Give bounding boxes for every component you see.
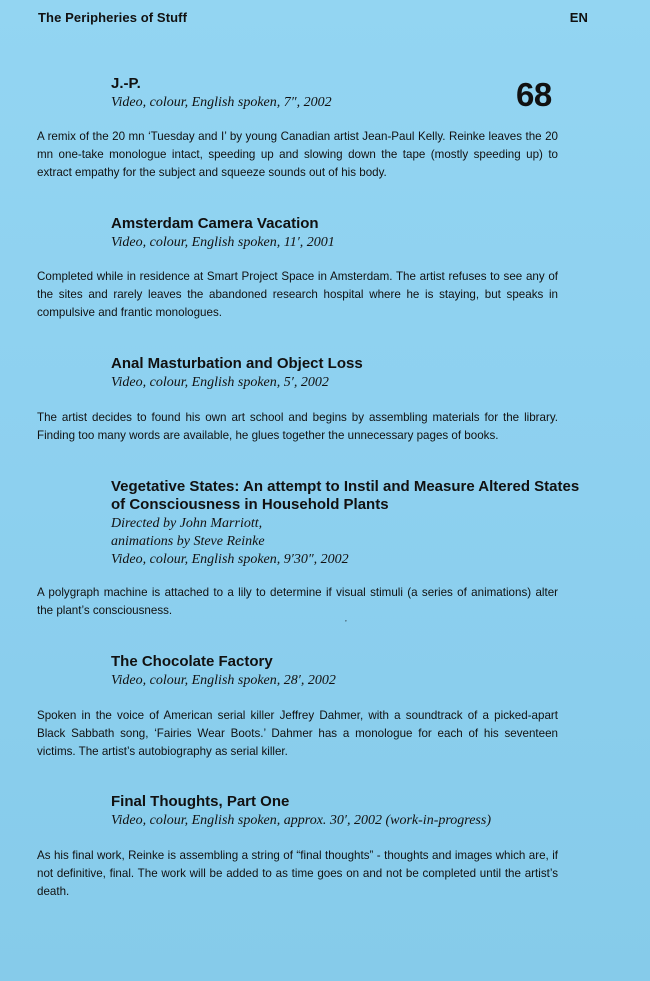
entry-meta: Video, colour, English spoken, 11′, 2001 bbox=[111, 235, 335, 250]
entry-description: A polygraph machine is attached to a lily to determine if visual stimuli (a series of animations) alter the plant’s consciousness. bbox=[37, 586, 558, 617]
section-title: The Peripheries of Stuff bbox=[38, 10, 188, 25]
entry-meta: Video, colour, English spoken, 7″, 2002 bbox=[111, 95, 332, 110]
entry-description: A remix of the 20 mn ‘Tuesday and I’ by young Canadian artist Jean-Paul Kelly. Reinke leaves the 20 mn one-take monologue intact, speeding up and slowing down the tape (mostly speeding up) to extract empathy for the subject and squeeze sounds out of his body. bbox=[37, 130, 558, 179]
ink-speck: ’ bbox=[345, 619, 347, 628]
entry-title: Final Thoughts, Part One bbox=[111, 793, 290, 810]
entry-meta: Video, colour, English spoken, approx. 30′, 2002 (work-in-progress) bbox=[111, 813, 491, 828]
entry-meta: Directed by John Marriott, bbox=[111, 516, 263, 531]
entry-title: J.-P. bbox=[111, 75, 141, 92]
entry-description: Spoken in the voice of American serial killer Jeffrey Dahmer, with a soundtrack of a picked-apart Black Sabbath song, ‘Fairies Wear Boots.’ Dahmer has a monologue for each of his seventeen victims. The artist’s autobiography as serial killer. bbox=[37, 709, 558, 758]
entry-heading bbox=[111, 355, 581, 392]
entry-heading bbox=[111, 75, 581, 112]
entry-heading bbox=[111, 478, 581, 569]
entry-meta: animations by Steve Reinke bbox=[111, 534, 265, 549]
entry-title: Amsterdam Camera Vacation bbox=[111, 215, 319, 232]
entry-heading bbox=[111, 793, 581, 830]
entry-heading bbox=[111, 215, 581, 252]
page-number: 68 bbox=[516, 76, 552, 113]
entry-description: As his final work, Reinke is assembling a string of “final thoughts” - thoughts and images which are, if not definitive, final. The work will be added to as time goes on and not be completed until the artist’s death. bbox=[37, 849, 558, 898]
entry-meta: Video, colour, English spoken, 5′, 2002 bbox=[111, 375, 329, 390]
entry-description: The artist decides to found his own art school and begins by assembling materials for the library. Finding too many words are available, he glues together the unnecessary pages of books. bbox=[37, 411, 558, 442]
entry-description: Completed while in residence at Smart Project Space in Amsterdam. The artist refuses to see any of the sites and rarely leaves the abandoned research hospital where he is staying, but speaks in compulsive and frantic monologues. bbox=[37, 270, 558, 319]
entry-title: Vegetative States: An attempt to Instil and Measure Altered States of Consciousness in Household Plants bbox=[111, 478, 580, 513]
entry-heading bbox=[111, 653, 581, 690]
entry-meta: Video, colour, English spoken, 9′30″, 2002 bbox=[111, 552, 349, 567]
entry-title: Anal Masturbation and Object Loss bbox=[111, 355, 363, 372]
entry-meta: Video, colour, English spoken, 28′, 2002 bbox=[111, 673, 336, 688]
entry-title: The Chocolate Factory bbox=[111, 653, 273, 670]
language-code: EN bbox=[569, 10, 588, 25]
